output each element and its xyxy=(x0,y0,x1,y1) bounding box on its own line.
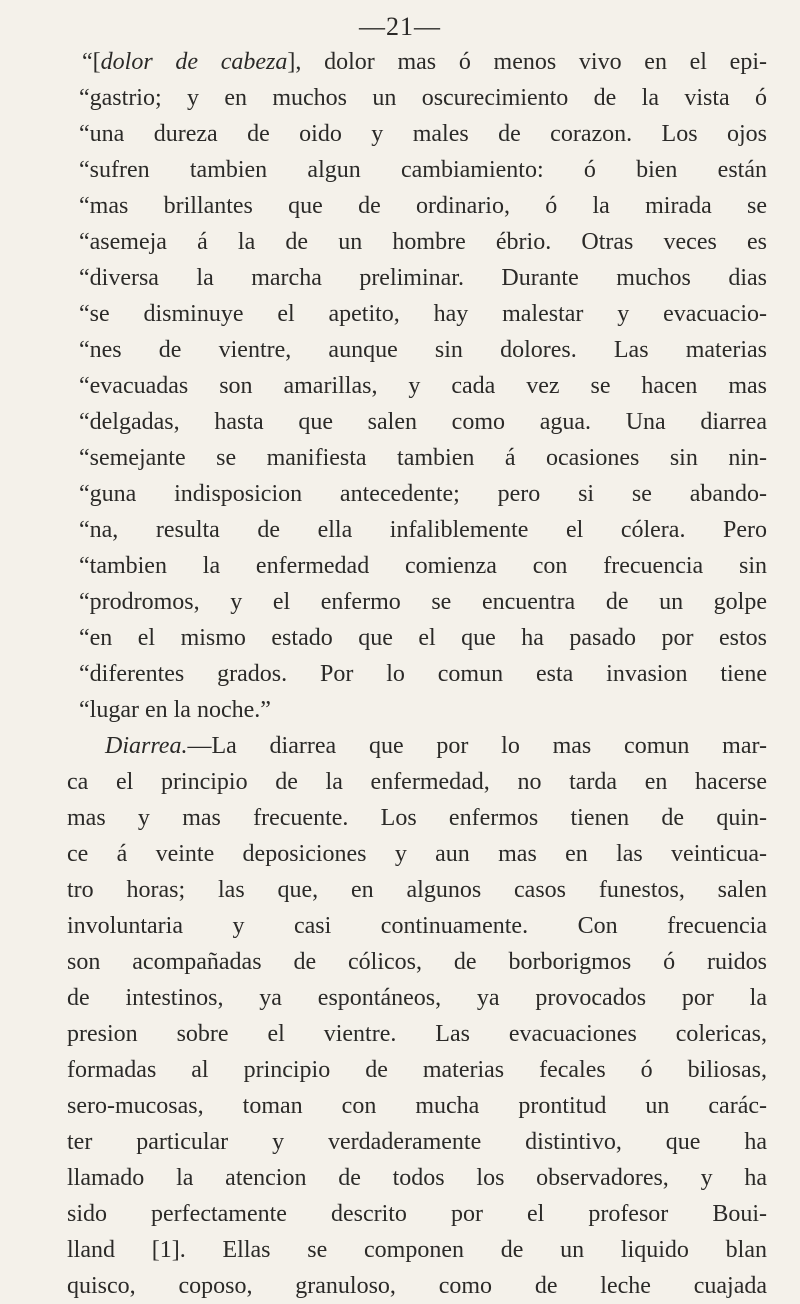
text-line: “tambien la enfermedad comienza con frecuencia sin xyxy=(79,553,767,579)
text-segment: “[ xyxy=(82,49,101,75)
text-line: “na, resulta de ella infaliblemente el cólera. Pero xyxy=(79,517,767,543)
text-line: quisco, coposo, granuloso, como de leche cuajada xyxy=(67,1273,767,1299)
text-line: involuntaria y casi continuamente. Con frecuencia xyxy=(67,913,767,939)
text-line: ter particular y verdaderamente distintivo, que ha xyxy=(67,1129,767,1155)
text-line: formadas al principio de materias fecales ó biliosas, xyxy=(67,1057,767,1083)
text-line xyxy=(82,44,767,80)
text-line: presion sobre el vientre. Las evacuaciones colericas, xyxy=(67,1021,767,1047)
text-line: “lugar en la noche.” xyxy=(79,697,271,723)
text-line: llamado la atencion de todos los observadores, y ha xyxy=(67,1165,767,1191)
text-line: “semejante se manifiesta tambien á ocasiones sin nin- xyxy=(79,445,767,471)
text-line: “en el mismo estado que el que ha pasado por estos xyxy=(79,625,767,651)
italic-text: dolor de cabeza xyxy=(100,49,288,75)
text-line: ce á veinte deposiciones y aun mas en las veinticua- xyxy=(67,841,767,867)
text-line: mas y mas frecuente. Los enfermos tienen de quin- xyxy=(67,805,767,831)
text-line: “asemeja á la de un hombre ébrio. Otras veces es xyxy=(79,229,767,255)
text-line: “evacuadas son amarillas, y cada vez se hacen mas xyxy=(79,373,767,399)
text-line: “nes de vientre, aunque sin dolores. Las materias xyxy=(79,337,767,363)
text-line: ca el principio de la enfermedad, no tarda en hacerse xyxy=(67,769,767,795)
text-line: lland [1]. Ellas se componen de un liquido blan xyxy=(67,1237,767,1263)
text-line: “sufren tambien algun cambiamiento: ó bien están xyxy=(79,157,767,183)
text-line: “se disminuye el apetito, hay malestar y evacuacio- xyxy=(79,301,767,327)
text-line: “prodromos, y el enfermo se encuentra de un golpe xyxy=(79,589,767,615)
page-number: —21— xyxy=(359,12,441,41)
text-line: son acompañadas de cólicos, de borborigmos ó ruidos xyxy=(67,949,767,975)
text-line: “diversa la marcha preliminar. Durante muchos dias xyxy=(79,265,767,291)
text-line xyxy=(105,728,767,764)
text-line: de intestinos, ya espontáneos, ya provocados por la xyxy=(67,985,767,1011)
text-line: “delgadas, hasta que salen como agua. Una diarrea xyxy=(79,409,767,435)
text-line: “diferentes grados. Por lo comun esta invasion tiene xyxy=(79,661,767,687)
section-heading: Diarrea. xyxy=(105,733,188,759)
text-line: “gastrio; y en muchos un oscurecimiento de la vista ó xyxy=(79,85,767,111)
text-segment: ], dolor mas ó menos vivo en el epi- xyxy=(287,49,767,75)
text-line: “una dureza de oido y males de corazon. Los ojos xyxy=(79,121,767,147)
text-line: “guna indisposicion antecedente; pero si se abando- xyxy=(79,481,767,507)
text-line: sido perfectamente descrito por el profesor Boui- xyxy=(67,1201,767,1227)
text-line: “mas brillantes que de ordinario, ó la mirada se xyxy=(79,193,767,219)
text-line: sero-mucosas, toman con mucha prontitud un carác- xyxy=(67,1093,767,1119)
text-segment: —La diarrea que por lo mas comun mar- xyxy=(187,733,767,759)
text-line: tro horas; las que, en algunos casos funestos, salen xyxy=(67,877,767,903)
